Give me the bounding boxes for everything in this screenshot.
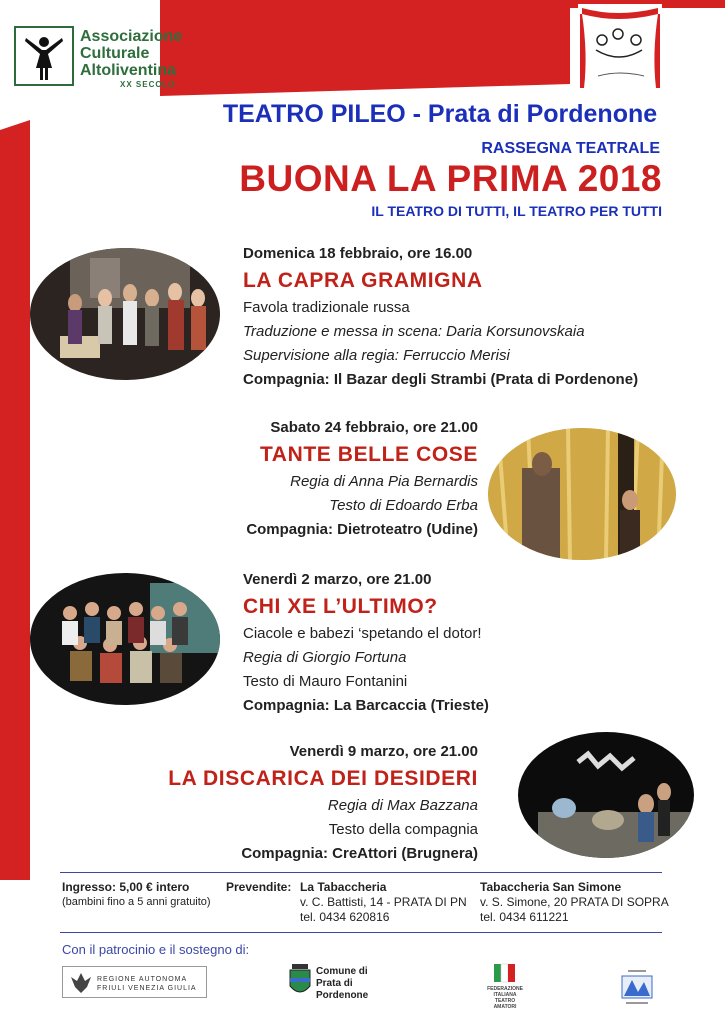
association-logo — [14, 26, 74, 86]
event-4 — [160, 740, 478, 866]
event-title: CHI XE L’ULTIMO? — [243, 595, 438, 618]
sponsors-label: Con il patrocinio e il sostegno di: — [62, 942, 250, 957]
event-director: Regia di Max Bazzana — [327, 797, 478, 814]
event-director: Regia di Anna Pia Bernardis — [290, 473, 478, 490]
shop-address: v. S. Simone, 20 PRATA DI SOPRA — [480, 895, 669, 909]
presale-shop-2 — [480, 880, 669, 925]
ticket-info — [62, 880, 211, 910]
festival-tagline: IL TEATRO DI TUTTI, IL TEATRO PER TUTTI — [371, 203, 662, 219]
festival-title: BUONA LA PRIMA 2018 — [239, 158, 662, 199]
association-subtitle: XX SECOLO — [120, 80, 176, 89]
event-3 — [243, 568, 489, 718]
ticket-price: Ingresso: 5,00 € intero — [62, 880, 190, 894]
event-date: Sabato 24 febbraio, ore 21.00 — [270, 419, 478, 436]
event-2 — [200, 416, 478, 542]
presale-shop-1 — [300, 880, 467, 925]
event-company: Compagnia: La Barcaccia (Trieste) — [243, 697, 489, 714]
association-emblem — [612, 962, 662, 1012]
event-title: LA CAPRA GRAMIGNA — [243, 269, 483, 292]
event-supervision: Supervisione alla regia: Ferruccio Merisi — [243, 347, 510, 364]
event-date: Domenica 18 febbraio, ore 16.00 — [243, 245, 473, 262]
divider-top — [60, 872, 662, 873]
venue-title: TEATRO PILEO - Prata di Pordenone — [222, 100, 658, 128]
event-1 — [243, 242, 638, 392]
theatre-curtain-icon — [578, 4, 662, 92]
shop-name: La Tabaccheria — [300, 880, 387, 894]
event-director: Regia di Giorgio Fortuna — [243, 649, 407, 666]
event-description: Ciacole e babezi ‘spetando el dotor! — [243, 625, 482, 642]
event-company: Compagnia: CreAttori (Brugnera) — [241, 845, 478, 862]
ticket-note: (bambini fino a 5 anni gratuito) — [62, 896, 211, 908]
flag-icon — [480, 962, 530, 986]
event-title: TANTE BELLE COSE — [259, 443, 478, 466]
event-company: Compagnia: Dietroteatro (Udine) — [246, 521, 478, 538]
event-2-photo — [488, 428, 676, 560]
event-author: Testo di Edoardo Erba — [329, 497, 478, 514]
event-4-photo — [518, 732, 694, 858]
event-1-photo — [30, 248, 220, 380]
event-title: LA DISCARICA DEI DESIDERI — [168, 767, 478, 790]
event-translation: Traduzione e messa in scena: Daria Korsunovskaia — [243, 323, 585, 340]
event-author: Testo della compagnia — [328, 821, 478, 838]
regione-fvg-logo: REGIONE AUTONOMA FRIULI VENEZIA GIULIA — [62, 966, 207, 998]
event-description: Favola tradizionale russa — [243, 299, 410, 316]
association-name: Associazione Culturale Altoliventina — [80, 28, 183, 79]
event-author: Testo di Mauro Fontanini — [243, 673, 408, 690]
shop-phone: tel. 0434 620816 — [300, 910, 390, 924]
shop-phone: tel. 0434 611221 — [480, 910, 569, 924]
shop-address: v. C. Battisti, 14 - PRATA DI PN — [300, 895, 467, 909]
comune-prata-logo: Comune di Prata di Pordenone — [288, 964, 388, 1004]
rassegna-label: RASSEGNA TEATRALE — [481, 140, 660, 157]
dancer-icon — [16, 28, 72, 84]
presale-label: Prevendite: — [226, 880, 292, 894]
event-date: Venerdì 9 marzo, ore 21.00 — [289, 743, 478, 760]
coat-of-arms-icon — [288, 964, 312, 998]
event-3-photo — [30, 573, 220, 705]
event-company: Compagnia: Il Bazar degli Strambi (Prata di Pordenone) — [243, 371, 639, 388]
fita-logo: FEDERAZIONE ITALIANA TEATRO AMATORI — [480, 962, 530, 1012]
divider-bottom — [60, 932, 662, 933]
eagle-icon — [67, 969, 95, 997]
event-date: Venerdì 2 marzo, ore 21.00 — [243, 571, 432, 588]
shop-name: Tabaccheria San Simone — [480, 880, 622, 894]
emblem-icon — [612, 962, 662, 1012]
bazar-logo — [578, 4, 662, 92]
